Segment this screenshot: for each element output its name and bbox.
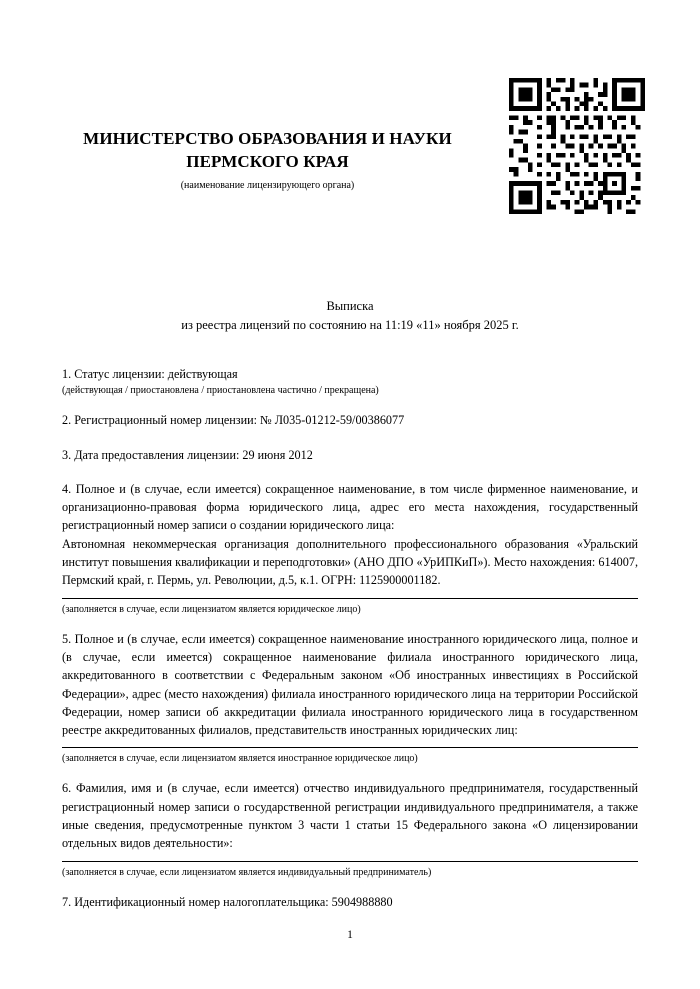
document-type: Выписка xyxy=(326,299,374,313)
divider xyxy=(62,861,638,862)
document-title-block xyxy=(60,297,640,336)
item-reg-number xyxy=(62,411,638,429)
item-individual-entrepreneur-note: (заполняется в случае, если лицензиатом является индивидуальный предприниматель) xyxy=(62,866,432,878)
document-subtitle: из реестра лицензий по состоянию на 11:19 «11» ноября 2025 г. xyxy=(181,318,519,333)
item-inn xyxy=(62,893,638,911)
item-individual-entrepreneur-text: 6. Фамилия, имя и (в случае, если имеется) отчество индивидуального предпринимателя, государственный регистрационный номер записи о государственной регистрации индивидуального предпринимателя, а также иные сведения, предусмотренные пунктом 3 части 1 статьи 15 Федерального закона «О лицензировании отдельных видов деятельности»: xyxy=(62,781,638,851)
document-body xyxy=(62,365,638,927)
divider xyxy=(62,598,638,599)
item-status-text: 1. Статус лицензии: действующая xyxy=(62,367,238,381)
item-foreign-entity-note: (заполняется в случае, если лицензиатом является иностранное юридическое лицо) xyxy=(62,753,418,765)
item-issue-date xyxy=(62,446,638,464)
divider xyxy=(62,747,638,748)
item-foreign-entity xyxy=(62,630,638,767)
item-legal-entity-value: Автономная некоммерческая организация дополнительного профессионального образования «Уральский институт повышения квалификации и переподготовки» (АНО ДПО «УрИПКиП»). Место нахождения: 614007, Пермский край, г. Пермь, ул. Революции, д.5, к.1. ОГРН: 1125900001182. xyxy=(62,536,638,588)
organization-title: МИНИСТЕРСТВО ОБРАЗОВАНИЯ И НАУКИ ПЕРМСКОГО КРАЯ xyxy=(83,129,452,171)
item-legal-entity-note: (заполняется в случае, если лицензиатом является юридическое лицо) xyxy=(62,603,361,615)
page-number: 1 xyxy=(347,929,353,941)
item-issue-date-text: 3. Дата предоставления лицензии: 29 июня 2012 xyxy=(62,447,313,462)
qr-code xyxy=(509,78,645,214)
letterhead xyxy=(40,128,495,192)
organization-caption: (наименование лицензирующего органа) xyxy=(180,179,355,191)
item-inn-text: 7. Идентификационный номер налогоплательщика: 5904988880 xyxy=(62,894,393,909)
item-legal-entity xyxy=(62,480,638,617)
item-reg-number-text: 2. Регистрационный номер лицензии: № Л035-01212-59/00386077 xyxy=(62,413,405,428)
item-status-note: (действующая / приостановлена / приостановлена частично / прекращена) xyxy=(62,385,379,397)
item-status xyxy=(62,365,638,398)
item-individual-entrepreneur xyxy=(62,779,638,879)
item-foreign-entity-text: 5. Полное и (в случае, если имеется) сокращенное наименование иностранного юридического лица, полное и (в случае, если имеется) сокращенное наименование филиала иностранного юридического лица, аккредитованного в соответствии с Федеральным законом «Об иностранных инвестициях в Российской Федерации», адрес (место нахождения) филиала иностранного юридического лица на территории Российской Федерации, номер записи об аккредитации филиала иностранного юридического лица в государственном реестре аккредитованных филиалов, представительств иностранных юридических лиц: xyxy=(62,631,638,738)
item-legal-entity-text: 4. Полное и (в случае, если имеется) сокращенное наименование, в том числе фирменное наименование, и организационно-правовая форма юридического лица, адрес его места нахождения, государственный регистрационный номер записи о создании юридического лица: xyxy=(62,481,638,533)
